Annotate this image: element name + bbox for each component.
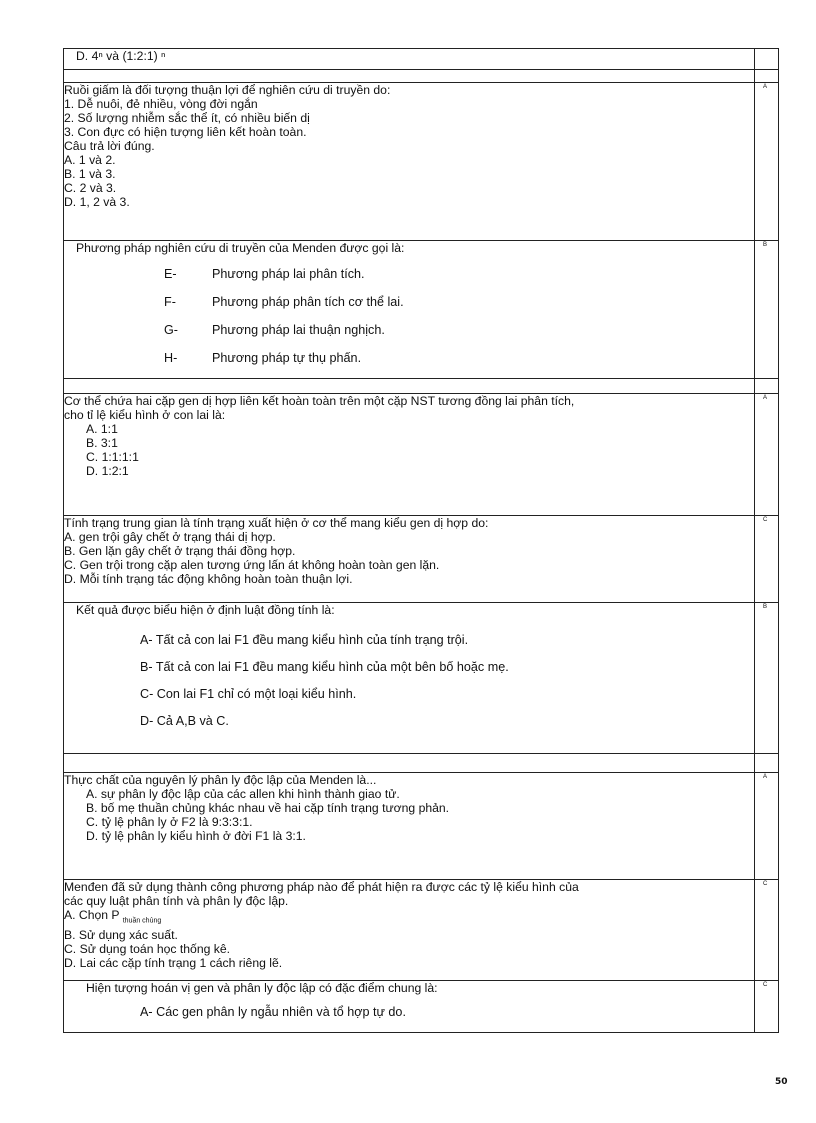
option-c: C- Con lai F1 chỉ có một loại kiểu hình. <box>140 687 357 701</box>
answer-key: A <box>763 395 768 401</box>
question-stem-cont: các quy luật phân tính và phân ly độc lập. <box>64 894 289 908</box>
question-row <box>64 516 779 603</box>
option-d: D. 1:2:1 <box>86 464 129 478</box>
option-a: A. gen trội gây chết ở trạng thái dị hợp. <box>64 530 276 544</box>
option-f: F- Phương pháp phân tích cơ thể lai. <box>164 295 404 309</box>
option-d: D. 1, 2 và 3. <box>64 195 130 209</box>
option-d: D. Mỗi tính trạng tác động không hoàn toàn thuận lợi. <box>64 572 353 586</box>
question-table <box>63 48 779 1033</box>
option-h: H- Phương pháp tự thụ phấn. <box>164 351 362 365</box>
option-b: B. Sử dụng xác suất. <box>64 928 178 943</box>
option-a: A. 1 và 2. <box>64 153 116 167</box>
answer-key: C <box>763 517 768 523</box>
question-row <box>64 603 779 754</box>
answer-key: C <box>763 881 768 887</box>
option-c: C. 2 và 3. <box>64 181 117 195</box>
question-row <box>64 241 779 379</box>
question-stem: Hiện tượng hoán vị gen và phân ly độc lập có đặc điểm chung là: <box>86 981 438 995</box>
option-b: B. 3:1 <box>86 436 118 450</box>
option-line: D. 4ⁿ và (1:2:1) ⁿ <box>76 49 166 63</box>
option-c: C. 1:1:1:1 <box>86 450 139 464</box>
subscript: thuần chủng <box>122 917 162 925</box>
question-row <box>64 83 779 241</box>
option-c: C. Sử dụng toán học thống kê. <box>64 942 231 957</box>
question-row <box>64 773 779 880</box>
option-e: E- Phương pháp lai phân tích. <box>164 267 365 281</box>
question-stem-cont: cho tỉ lệ kiểu hình ở con lai là: <box>64 408 226 422</box>
question-stem: Kết quả được biểu hiện ở định luật đồng tính là: <box>76 603 335 617</box>
answer-key: C <box>763 982 768 988</box>
answer-key: B <box>763 604 768 610</box>
option-b: B. 1 và 3. <box>64 167 116 181</box>
question-stem: Cơ thể chứa hai cặp gen dị hợp liên kết hoàn toàn trên một cặp NST tương đồng lai phân tích, <box>64 394 575 408</box>
question-row <box>64 880 779 981</box>
option-a: A. 1:1 <box>86 422 118 436</box>
option-d: D. tỷ lệ phân ly kiểu hình ở đời F1 là 3:1. <box>86 829 306 843</box>
answer-key: A <box>763 84 768 90</box>
question-row <box>64 981 779 1033</box>
option-a: A. sự phân ly độc lập của các allen khi hình thành giao tử. <box>86 787 400 801</box>
question-row <box>64 49 779 70</box>
option-c: C. Gen trội trong cặp alen tương ứng lấn át không hoàn toàn gen lặn. <box>64 558 440 572</box>
option-d: D- Cả A,B và C. <box>140 714 229 728</box>
question-page <box>63 48 778 1033</box>
question-prompt: Câu trả lời đúng. <box>64 139 155 153</box>
question-stem: Thực chất của nguyên lý phân ly độc lập của Menden là... <box>64 773 377 787</box>
option-a: A. Chọn P $_{thuần chủng}$ <box>64 908 162 925</box>
option-b: B. Gen lặn gây chết ở trạng thái đồng hợp. <box>64 544 296 558</box>
answer-key: A <box>763 774 768 780</box>
answer-key: B <box>763 242 768 248</box>
option-a: A- Tất cả con lai F1 đều mang kiểu hình của tính trạng trội. <box>140 633 469 647</box>
statement-item: 1. Dễ nuôi, đẻ nhiều, vòng đời ngắn <box>64 97 258 111</box>
option-c: C. tỷ lệ phân ly ở F2 là 9:3:3:1. <box>86 815 253 829</box>
option-b: B- Tất cả con lai F1 đều mang kiểu hình của một bên bố hoặc mẹ. <box>140 660 509 674</box>
question-stem: Ruồi giấm là đối tượng thuận lợi để nghiên cứu di truyền do: <box>64 83 391 97</box>
statement-item: 3. Con đực có hiện tượng liên kết hoàn toàn. <box>64 125 307 139</box>
option-g: G- Phương pháp lai thuận nghịch. <box>164 323 385 337</box>
option-b: B. bố mẹ thuần chủng khác nhau về hai cặp tính trạng tương phản. <box>86 801 450 815</box>
option-a: A- Các gen phân ly ngẫu nhiên và tổ hợp tự do. <box>140 1005 406 1019</box>
page-number: 50 <box>775 1077 788 1087</box>
question-row <box>64 394 779 516</box>
question-stem: Tính trạng trung gian là tính trạng xuất hiện ở cơ thể mang kiểu gen dị hợp do: <box>64 516 489 530</box>
question-stem: Menđen đã sử dụng thành công phương pháp nào để phát hiện ra được các tỷ lệ kiểu hình của <box>64 880 579 894</box>
question-stem: Phương pháp nghiên cứu di truyền của Menden được gọi là: <box>76 241 405 255</box>
option-d: D. Lai các cặp tính trạng 1 cách riêng lẽ. <box>64 956 283 971</box>
statement-item: 2. Số lượng nhiễm sắc thể ít, có nhiều biến dị <box>64 111 310 125</box>
